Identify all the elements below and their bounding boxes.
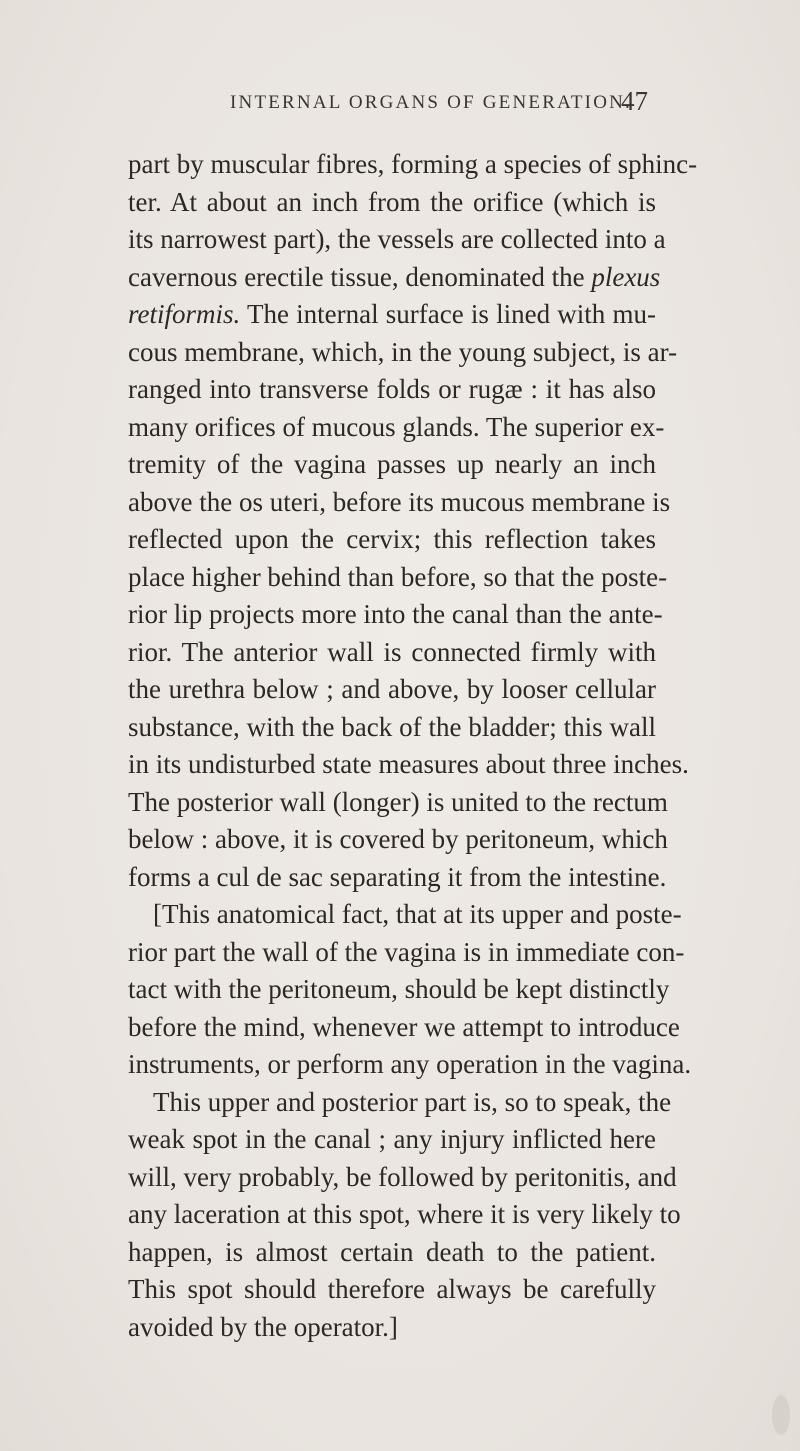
line-text: place higher behind than before, so that the poste-	[128, 561, 668, 592]
italic-term: retiformis.	[128, 299, 241, 329]
page-number: 47	[621, 86, 648, 116]
text-line	[128, 709, 656, 745]
line-text: before the mind, whenever we attempt to introduce	[128, 1011, 680, 1042]
text-line	[153, 1084, 672, 1120]
text-line	[128, 259, 661, 295]
text-line	[128, 596, 663, 632]
line-text: This upper and posterior part is, so to speak, the	[153, 1086, 672, 1117]
text-line	[128, 934, 685, 970]
text-line	[128, 821, 668, 857]
text-line	[128, 634, 656, 670]
line-text: below : above, it is covered by peritoneum, which	[128, 824, 668, 854]
line-text: avoided by the operator.]	[128, 1311, 398, 1342]
text-line	[153, 896, 682, 932]
line-text: rior lip projects more into the canal than the ante-	[128, 599, 663, 629]
line-text: tact with the peritoneum, should be kept distinctly	[128, 974, 670, 1004]
line-text: The internal surface is lined with mu-	[240, 299, 656, 329]
line-text: above the os uteri, before its mucous membrane is	[128, 486, 671, 517]
text-line	[128, 446, 656, 482]
text-line	[128, 1009, 680, 1045]
text-line	[128, 184, 656, 220]
line-text: substance, with the back of the bladder; this wall	[128, 711, 656, 742]
ink-smudge	[772, 1395, 790, 1435]
text-line	[128, 1271, 656, 1307]
line-text: many orifices of mucous glands. The superior ex-	[128, 411, 665, 442]
line-text: reflected upon the cervix; this reflection takes	[128, 524, 656, 554]
line-text: happen, is almost certain death to the patient.	[128, 1236, 656, 1267]
text-line	[128, 484, 671, 520]
line-text: This spot should therefore always be carefully	[128, 1274, 656, 1304]
text-line	[128, 221, 666, 257]
text-line	[128, 859, 666, 895]
line-text: ranged into transverse folds or rugæ : it has also	[128, 374, 656, 404]
text-line	[128, 146, 698, 182]
line-text: tremity of the vagina passes up nearly an inch	[128, 449, 656, 479]
line-text: forms a cul de sac separating it from the intestine.	[128, 861, 667, 892]
text-line	[128, 334, 678, 370]
text-line	[128, 1309, 398, 1345]
text-line	[128, 409, 665, 445]
line-text: will, very probably, be followed by peritonitis, and	[128, 1161, 677, 1192]
line-text: cous membrane, which, in the young subject, is ar-	[128, 336, 678, 367]
text-line	[128, 296, 656, 332]
line-text: ter. At about an inch from the orifice (which is	[128, 186, 656, 217]
running-title: INTERNAL ORGANS OF GENERATION.	[230, 92, 633, 113]
text-line	[128, 1234, 656, 1270]
text-line	[128, 559, 668, 595]
text-line	[128, 1196, 681, 1232]
line-text: the urethra below ; and above, by looser cellular	[128, 674, 656, 704]
line-text: [This anatomical fact, that at its upper and poste-	[153, 899, 682, 929]
line-text: rior part the wall of the vagina is in immediate con-	[128, 936, 685, 967]
text-line	[128, 671, 656, 707]
line-text: rior. The anterior wall is connected firmly with	[128, 636, 656, 667]
line-text: part by muscular fibres, forming a species of sphinc-	[128, 149, 698, 179]
line-text: its narrowest part), the vessels are collected into a	[128, 224, 666, 254]
text-line	[128, 1121, 656, 1157]
text-line	[128, 371, 656, 407]
running-header	[0, 86, 800, 122]
text-line	[128, 1159, 677, 1195]
line-text: cavernous erectile tissue, denominated the	[128, 261, 592, 292]
line-text: instruments, or perform any operation in the vagina.	[128, 1049, 692, 1079]
line-text: The posterior wall (longer) is united to the rectum	[128, 786, 668, 817]
text-line	[128, 1046, 692, 1082]
line-text: weak spot in the canal ; any injury inflicted here	[128, 1124, 656, 1154]
text-line	[128, 521, 656, 557]
italic-term: plexus	[591, 261, 661, 292]
line-text: any laceration at this spot, where it is very likely to	[128, 1199, 681, 1229]
text-line	[128, 784, 668, 820]
line-text: in its undisturbed state measures about three inches.	[128, 749, 689, 779]
text-line	[128, 971, 670, 1007]
text-line	[128, 746, 689, 782]
